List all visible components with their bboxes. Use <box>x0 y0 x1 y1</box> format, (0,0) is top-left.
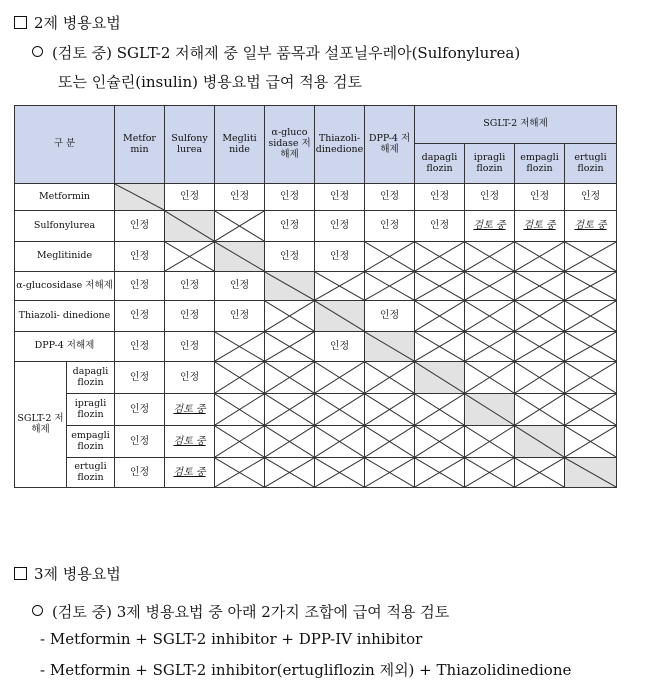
table-row <box>15 458 617 488</box>
diagonal-self-cell <box>365 332 415 362</box>
approved-cell: 인정 <box>215 272 265 301</box>
not-applicable-cell <box>215 426 265 458</box>
approved-cell: 인정 <box>165 272 215 301</box>
not-applicable-cell <box>565 272 617 301</box>
not-applicable-cell <box>415 332 465 362</box>
approved-cell: 인정 <box>315 332 365 362</box>
not-applicable-cell <box>515 332 565 362</box>
circle-bullet-icon <box>32 46 43 57</box>
under-review-cell: 검토 중 <box>165 426 215 458</box>
sglt2-subheader: empagli flozin <box>515 144 565 184</box>
not-applicable-cell <box>465 272 515 301</box>
under-review-cell: 검토 중 <box>515 211 565 242</box>
approved-cell: 인정 <box>165 184 215 211</box>
not-applicable-cell <box>415 458 465 488</box>
not-applicable-cell <box>265 394 315 426</box>
not-applicable-cell <box>565 301 617 332</box>
row-sublabel: empagli flozin <box>67 426 115 458</box>
not-applicable-cell <box>265 301 315 332</box>
not-applicable-cell <box>365 458 415 488</box>
not-applicable-cell <box>315 458 365 488</box>
row-sublabel: ertugli flozin <box>67 458 115 488</box>
not-applicable-cell <box>515 394 565 426</box>
col-header: α-gluco sidase 저해제 <box>265 106 315 184</box>
approved-cell: 인정 <box>315 242 365 272</box>
table-row <box>15 426 617 458</box>
approved-cell: 인정 <box>265 211 315 242</box>
not-applicable-cell <box>515 272 565 301</box>
not-applicable-cell <box>215 332 265 362</box>
row-sublabel: dapagli flozin <box>67 362 115 394</box>
not-applicable-cell <box>315 362 365 394</box>
approved-cell: 인정 <box>515 184 565 211</box>
diagonal-self-cell <box>165 211 215 242</box>
approved-cell: 인정 <box>215 301 265 332</box>
under-review-cell: 검토 중 <box>165 458 215 488</box>
combination-matrix-table <box>14 105 617 488</box>
not-applicable-cell <box>365 426 415 458</box>
diagonal-self-cell <box>315 301 365 332</box>
table-row <box>15 332 617 362</box>
approved-cell: 인정 <box>115 362 165 394</box>
col-header: DPP-4 저해제 <box>365 106 415 184</box>
approved-cell: 인정 <box>265 242 315 272</box>
sglt2-group-row-label: SGLT-2 저해제 <box>15 362 67 488</box>
not-applicable-cell <box>415 426 465 458</box>
not-applicable-cell <box>365 362 415 394</box>
not-applicable-cell <box>165 242 215 272</box>
table-row <box>15 272 617 301</box>
not-applicable-cell <box>365 242 415 272</box>
not-applicable-cell <box>215 458 265 488</box>
row-label: α-glucosidase 저해제 <box>15 272 115 301</box>
approved-cell: 인정 <box>165 301 215 332</box>
not-applicable-cell <box>265 426 315 458</box>
not-applicable-cell <box>315 426 365 458</box>
table-row <box>15 242 617 272</box>
diagonal-self-cell <box>415 362 465 394</box>
approved-cell: 인정 <box>415 211 465 242</box>
diagonal-self-cell <box>565 458 617 488</box>
not-applicable-cell <box>465 362 515 394</box>
col-header: Metfor min <box>115 106 165 184</box>
sglt2-subheader: ipragli flozin <box>465 144 515 184</box>
not-applicable-cell <box>265 458 315 488</box>
not-applicable-cell <box>515 242 565 272</box>
col-header: Thiazoli- dinedione <box>315 106 365 184</box>
not-applicable-cell <box>415 242 465 272</box>
table-row <box>15 301 617 332</box>
not-applicable-cell <box>515 458 565 488</box>
not-applicable-cell <box>415 272 465 301</box>
circle-bullet-icon <box>32 605 43 616</box>
not-applicable-cell <box>315 272 365 301</box>
approved-cell: 인정 <box>365 184 415 211</box>
approved-cell: 인정 <box>315 211 365 242</box>
row-label: Thiazoli- dinedione <box>15 301 115 332</box>
not-applicable-cell <box>265 362 315 394</box>
combination-item-1: - Metformin + SGLT-2 inhibitor + DPP-IV inhibitor <box>40 630 423 648</box>
row-label: Sulfonylurea <box>15 211 115 242</box>
header-gubun: 구 분 <box>15 106 115 184</box>
approved-cell: 인정 <box>115 211 165 242</box>
not-applicable-cell <box>465 458 515 488</box>
approved-cell: 인정 <box>465 184 515 211</box>
approved-cell: 인정 <box>115 272 165 301</box>
not-applicable-cell <box>465 242 515 272</box>
not-applicable-cell <box>215 394 265 426</box>
approved-cell: 인정 <box>115 332 165 362</box>
section1-bullet: (검토 중) SGLT-2 저해제 중 일부 품목과 설포닐우레아(Sulfonylurea) <box>32 42 520 63</box>
diagonal-self-cell <box>115 184 165 211</box>
approved-cell: 인정 <box>315 184 365 211</box>
approved-cell: 인정 <box>165 362 215 394</box>
approved-cell: 인정 <box>115 301 165 332</box>
diagonal-self-cell <box>465 394 515 426</box>
under-review-cell: 검토 중 <box>565 211 617 242</box>
col-header: Megliti nide <box>215 106 265 184</box>
approved-cell: 인정 <box>365 301 415 332</box>
section1-title: 2제 병용요법 <box>14 12 121 33</box>
not-applicable-cell <box>565 426 617 458</box>
col-header: Sulfony lurea <box>165 106 215 184</box>
under-review-cell: 검토 중 <box>465 211 515 242</box>
row-label: Meglitinide <box>15 242 115 272</box>
sglt2-subheader: ertugli flozin <box>565 144 617 184</box>
approved-cell: 인정 <box>115 458 165 488</box>
table-row <box>15 394 617 426</box>
not-applicable-cell <box>565 394 617 426</box>
approved-cell: 인정 <box>115 426 165 458</box>
table-row <box>15 211 617 242</box>
not-applicable-cell <box>465 426 515 458</box>
not-applicable-cell <box>565 332 617 362</box>
not-applicable-cell <box>465 301 515 332</box>
table-row <box>15 362 617 394</box>
approved-cell: 인정 <box>165 332 215 362</box>
not-applicable-cell <box>365 272 415 301</box>
row-sublabel: ipragli flozin <box>67 394 115 426</box>
row-label: Metformin <box>15 184 115 211</box>
not-applicable-cell <box>565 242 617 272</box>
approved-cell: 인정 <box>365 211 415 242</box>
approved-cell: 인정 <box>115 394 165 426</box>
combination-item-2: - Metformin + SGLT-2 inhibitor(ertugliflozin 제외) + Thiazolidinedione <box>40 661 572 679</box>
checkbox-square-icon <box>14 567 27 580</box>
section1-bullet-continued: 또는 인슐린(insulin) 병용요법 급여 적용 검토 <box>58 73 362 91</box>
under-review-cell: 검토 중 <box>165 394 215 426</box>
not-applicable-cell <box>565 362 617 394</box>
table-row <box>15 184 617 211</box>
not-applicable-cell <box>215 211 265 242</box>
not-applicable-cell <box>515 362 565 394</box>
approved-cell: 인정 <box>565 184 617 211</box>
diagonal-self-cell <box>215 242 265 272</box>
not-applicable-cell <box>315 394 365 426</box>
section2-title: 3제 병용요법 <box>14 563 121 584</box>
not-applicable-cell <box>515 301 565 332</box>
row-label: DPP-4 저해제 <box>15 332 115 362</box>
approved-cell: 인정 <box>215 184 265 211</box>
section2-bullet: (검토 중) 3제 병용요법 중 아래 2가지 조합에 급여 적용 검토 <box>32 601 449 622</box>
not-applicable-cell <box>415 394 465 426</box>
diagonal-self-cell <box>515 426 565 458</box>
diagonal-self-cell <box>265 272 315 301</box>
sglt2-subheader: dapagli flozin <box>415 144 465 184</box>
not-applicable-cell <box>365 394 415 426</box>
not-applicable-cell <box>215 362 265 394</box>
not-applicable-cell <box>465 332 515 362</box>
not-applicable-cell <box>265 332 315 362</box>
approved-cell: 인정 <box>415 184 465 211</box>
sglt2-group-header: SGLT-2 저해제 <box>415 106 617 144</box>
not-applicable-cell <box>415 301 465 332</box>
approved-cell: 인정 <box>265 184 315 211</box>
approved-cell: 인정 <box>115 242 165 272</box>
checkbox-square-icon <box>14 16 27 29</box>
